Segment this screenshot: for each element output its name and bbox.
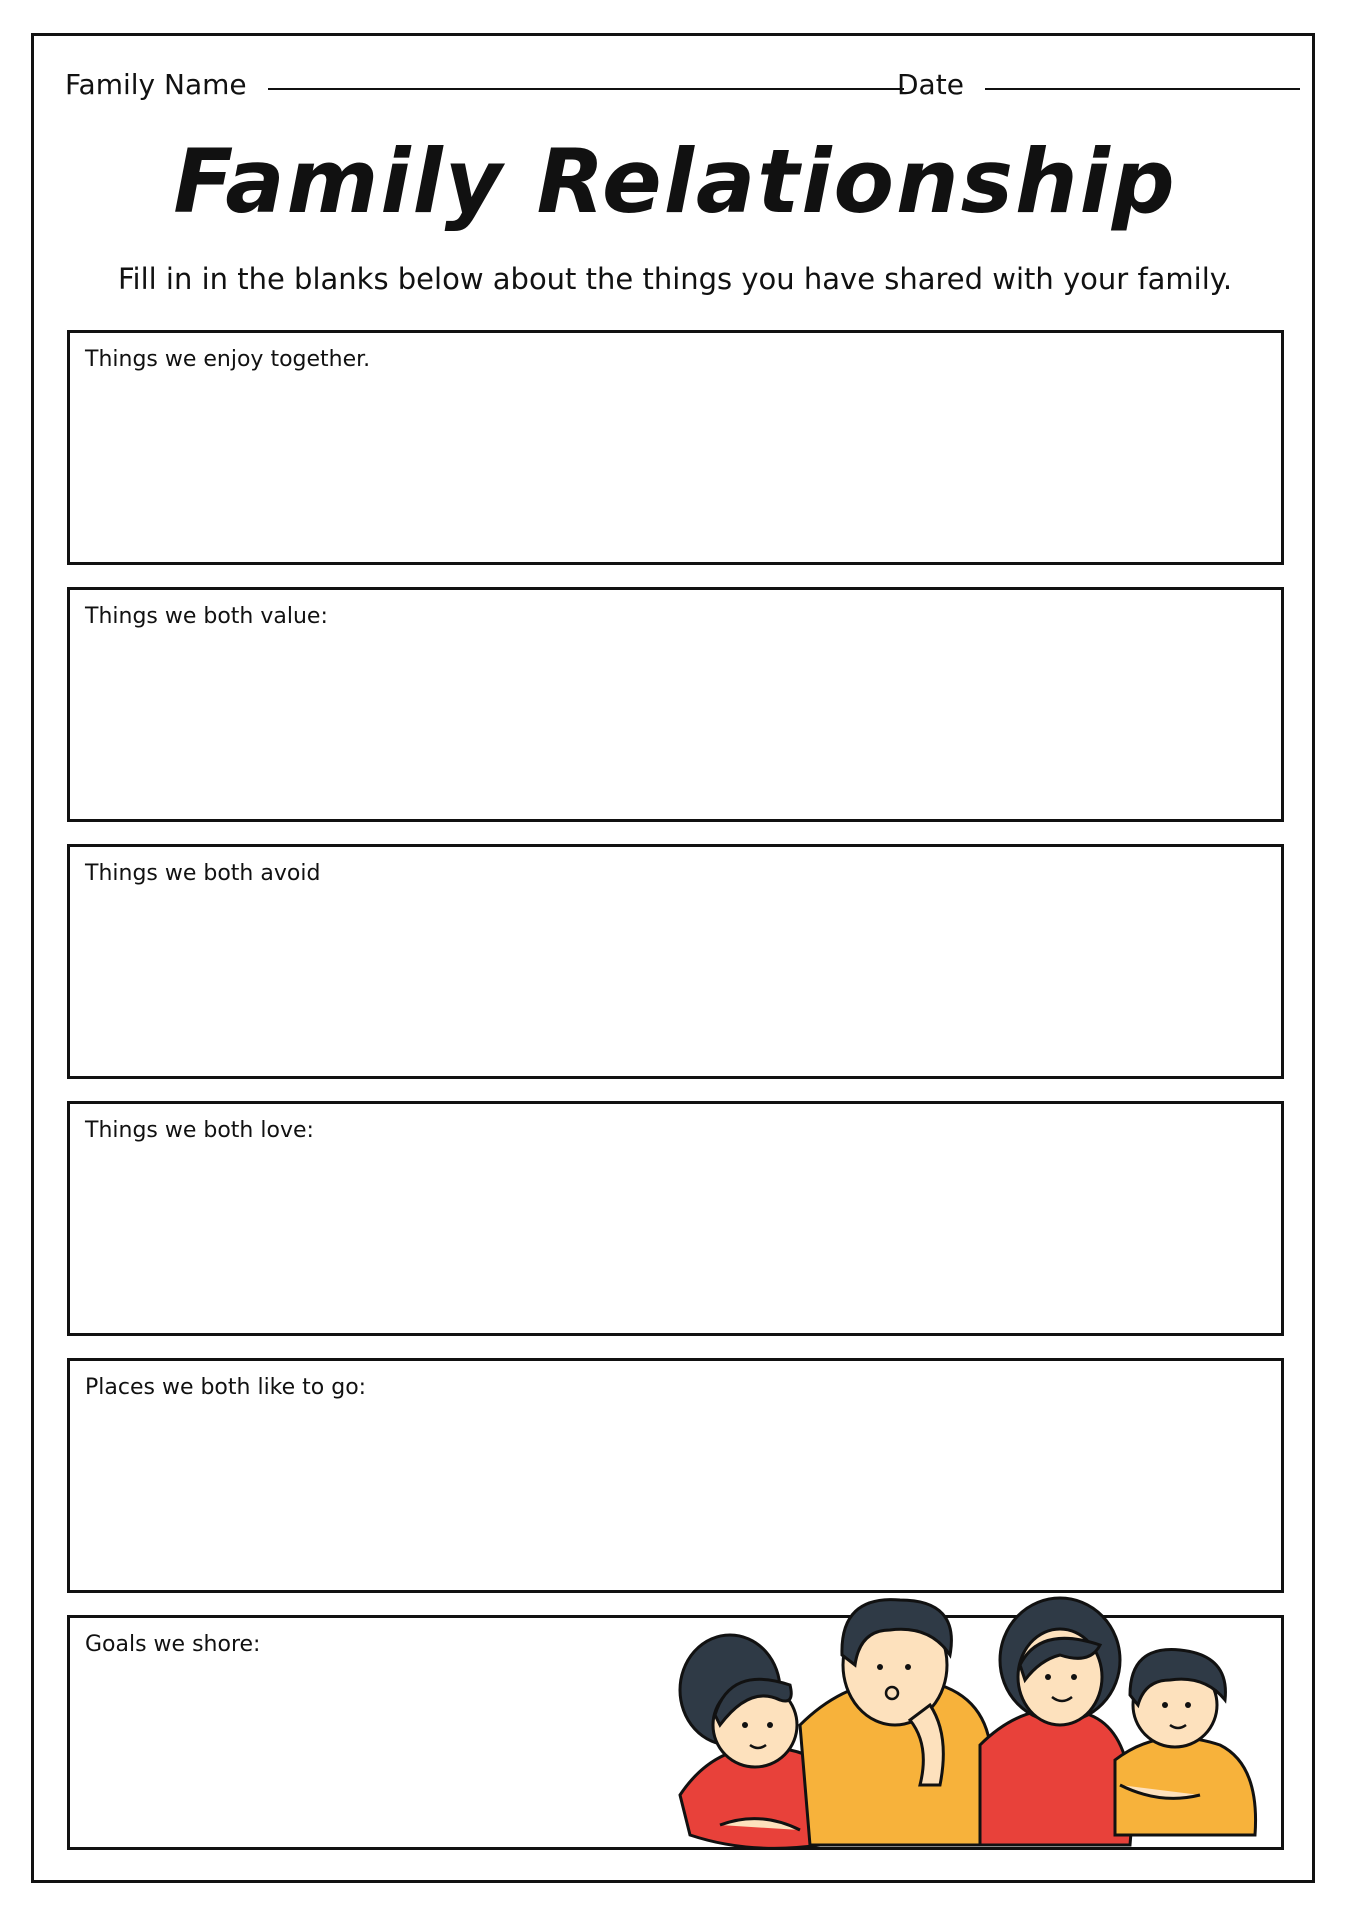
section-label: Places we both like to go: [85,1375,367,1400]
section-label: Things we enjoy together. [85,347,371,372]
section-enjoy-together[interactable] [67,330,1284,565]
date-blank[interactable] [985,86,1300,90]
date-label: Date [897,68,964,101]
page-title: Family Relationship [173,130,1177,233]
section-places-go[interactable] [67,1358,1284,1593]
family-name-field[interactable] [65,68,904,101]
section-label: Goals we shore: [85,1632,261,1657]
section-both-love[interactable] [67,1101,1284,1336]
family-name-blank[interactable] [268,86,904,90]
instructions: Fill in in the blanks below about the things you have shared with your family. [117,262,1233,296]
mother-figure [980,1598,1132,1845]
section-both-avoid[interactable] [67,844,1284,1079]
section-label: Things we both value: [85,604,328,629]
boy-figure [1115,1650,1256,1835]
family-name-label: Family Name [65,68,247,101]
section-label: Things we both avoid [85,861,321,886]
section-label: Things we both love: [85,1118,314,1143]
family-illustration [660,1585,1270,1860]
father-figure [800,1600,991,1845]
date-field[interactable] [897,68,1300,101]
section-both-value[interactable] [67,587,1284,822]
